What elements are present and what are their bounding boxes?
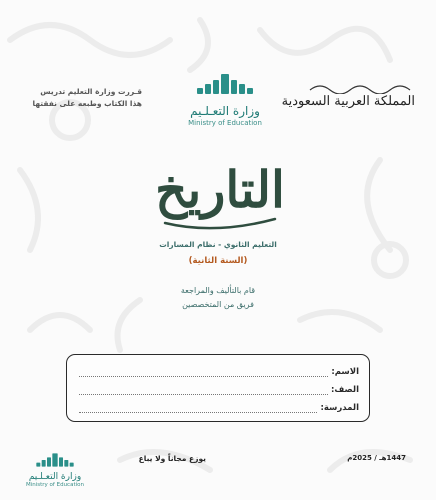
footer-ministry-ar: وزارة التعـلـيم bbox=[28, 472, 82, 482]
class-label: الصف: bbox=[330, 385, 359, 395]
approval-text bbox=[12, 86, 142, 110]
ministry-logo-icon bbox=[35, 452, 75, 468]
free-distribution-note: يوزع مجاناً ولا يباع bbox=[138, 454, 206, 463]
kingdom-calligraphy-logo bbox=[305, 80, 415, 94]
ministry-logo-icon bbox=[195, 70, 255, 98]
name-row[interactable] bbox=[79, 363, 359, 377]
grade-label: (السنة الثانية) bbox=[188, 256, 248, 266]
name-field[interactable] bbox=[79, 367, 328, 377]
authors-line-1: قام بالتأليف والمراجعة bbox=[180, 286, 256, 295]
ministry-logo-bottom bbox=[22, 452, 88, 496]
kingdom-label: المملكة العربية السعودية bbox=[281, 94, 415, 109]
school-row[interactable] bbox=[79, 399, 359, 413]
class-field[interactable] bbox=[79, 385, 328, 395]
book-title-text: التاريخ bbox=[155, 160, 285, 219]
student-info-box bbox=[66, 354, 370, 422]
authors-line-2: فريق من المتخصصين bbox=[182, 300, 254, 309]
footer-ministry-en: Ministry of Education bbox=[25, 482, 84, 488]
school-label: المدرسة: bbox=[320, 403, 359, 413]
kingdom-logo bbox=[281, 80, 415, 120]
approval-line-1: قـررت وزارة التعليم تدريس bbox=[40, 87, 142, 96]
name-label: الاسم: bbox=[331, 367, 359, 377]
track-label: التعليم الثانوي - نظام المسارات bbox=[159, 240, 277, 249]
edition-year: 1447هـ / 2025م bbox=[347, 454, 406, 462]
ministry-name-ar: وزارة التعـلـيم bbox=[190, 104, 260, 118]
book-title bbox=[145, 145, 295, 235]
school-field[interactable] bbox=[79, 403, 317, 413]
class-row[interactable] bbox=[79, 381, 359, 395]
approval-line-2: هذا الكتاب وطبعه على نفقتها bbox=[32, 99, 142, 108]
ministry-logo-top bbox=[175, 70, 275, 128]
ministry-name-en: Ministry of Education bbox=[188, 119, 262, 127]
